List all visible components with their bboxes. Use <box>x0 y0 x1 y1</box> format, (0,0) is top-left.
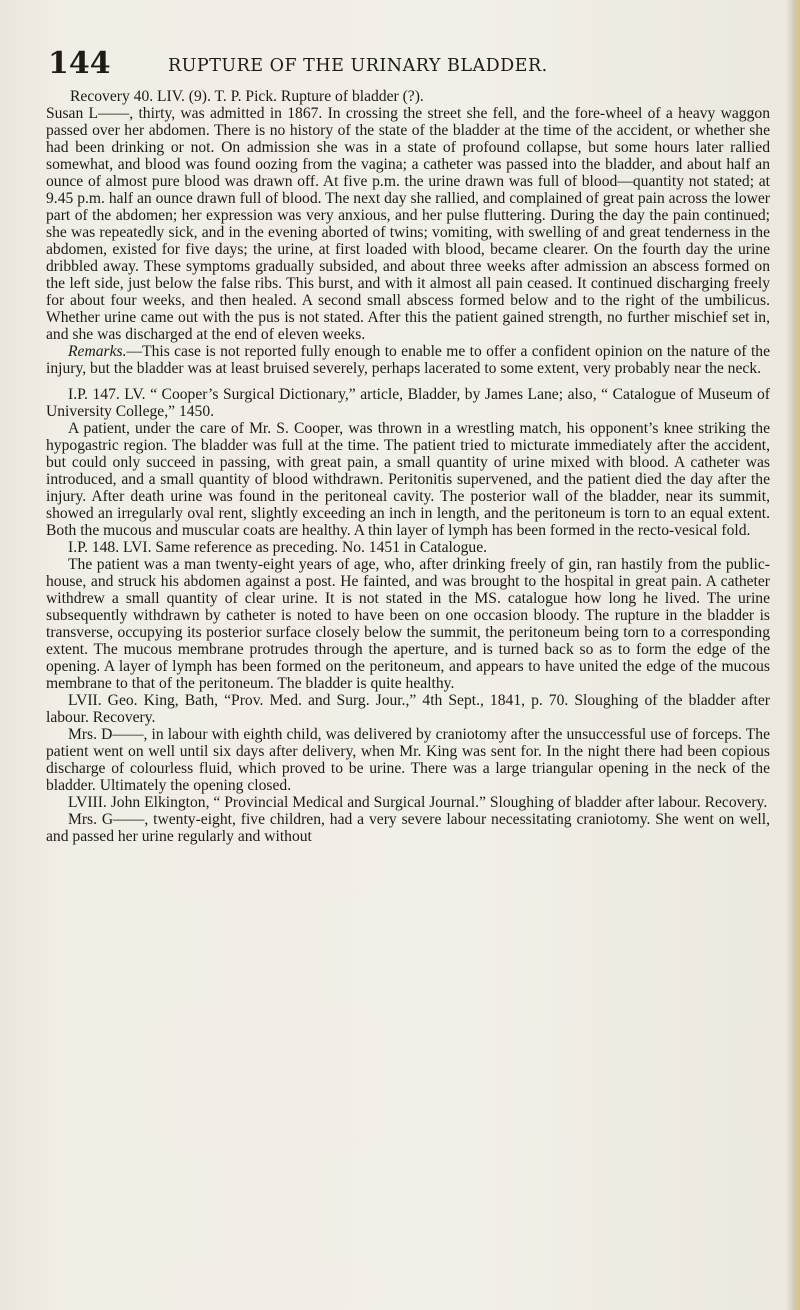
remarks-text: —This case is not reported fully enough to enable me to offer a confident opinion on the nature of the injury, but the bladder was at least bruised severely, perhaps lacerated to some extent, very probably near the neck. <box>46 343 770 377</box>
remarks-label: Remarks. <box>68 343 127 360</box>
case-lvii-heading: LVII. Geo. King, Bath, “Prov. Med. and Surg. Jour.,” 4th Sept., 1841, p. 70. Sloughing of the bladder after labour. Recovery. <box>46 692 770 726</box>
running-title: RUPTURE OF THE URINARY BLADDER. <box>168 56 548 76</box>
case-lv-paragraph: A patient, under the care of Mr. S. Cooper, was thrown in a wrestling match, his opponent’s knee striking the hypogastric region. The bladder was full at the time. The patient tried to micturate immediately after the accident, but could only succeed in passing, with great pain, a small quantity of urine mixed with blood. A catheter was introduced, and a small quantity of blood withdrawn. Peritonitis supervened, and the patient died the day after the injury. After death urine was found in the peritoneal cavity. The posterior wall of the bladder, near its summit, showed an irregularly oval rent, slightly exceeding an inch in length, and the peritoneum is torn to an equal extent. Both the mucous and muscular coats are healthy. A thin layer of lymph has been formed in the recto-vesical fold. <box>46 420 770 539</box>
page-header <box>48 46 768 86</box>
case-lviii-heading: LVIII. John Elkington, “ Provincial Medical and Surgical Journal.” Sloughing of bladder after labour. Recovery. <box>68 794 768 811</box>
case-lvii-paragraph: Mrs. D——, in labour with eighth child, was delivered by craniotomy after the unsuccessful use of forceps. The patient went on well until six days after delivery, when Mr. King was sent for. In the night there had been copious discharge of colourless fluid, which proved to be urine. There was a large triangular opening in the neck of the bladder. Ultimately the opening closed. <box>46 726 770 794</box>
case-lvi-heading: I.P. 148. LVI. Same reference as preceding. No. 1451 in Catalogue. <box>68 539 488 556</box>
case-lvi-paragraph: The patient was a man twenty-eight years of age, who, after drinking freely of gin, ran hastily from the public-house, and struck his abdomen against a post. He fainted, and was brought to the hospital in great pain. A catheter withdrew a small quantity of clear urine. It is not stated in the MS. catalogue how long he lived. The urine subsequently withdrawn by catheter is noted to have been on one occasion bloody. The rupture in the bladder is transverse, occupying its posterior surface closely below the summit, the peritoneum being torn to a corresponding extent. The mucous membrane protrudes through the aperture, and is turned back so as to form the edge of the opening. A layer of lymph has been formed on the peritoneum, and appears to have united the edge of the mucous membrane to that of the peritoneum. The bladder is quite healthy. <box>46 556 770 692</box>
case-liv-remarks <box>46 343 770 377</box>
case-liv-heading: Recovery 40. LIV. (9). T. P. Pick. Rupture of bladder (?). <box>70 88 424 105</box>
case-lviii-paragraph: Mrs. G——, twenty-eight, five children, had a very severe labour necessitating craniotomy. She went on well, and passed her urine regularly and without <box>46 811 770 845</box>
page-number: 144 <box>48 46 111 81</box>
case-lv-heading: I.P. 147. LV. “ Cooper’s Surgical Dictionary,” article, Bladder, by James Lane; also, “ Catalogue of Museum of University College,” 1450. <box>46 386 770 420</box>
page-body <box>46 88 770 845</box>
page-edge-shadow <box>786 0 800 1310</box>
case-liv-paragraph: Susan L——, thirty, was admitted in 1867. In crossing the street she fell, and the fore-wheel of a heavy waggon passed over her abdomen. There is no history of the state of the bladder at the time of the accident, or whether she had been drinking or not. On admission she was in a state of profound collapse, but some hours later rallied somewhat, and blood was found oozing from the vagina; a catheter was passed into the bladder, and about half an ounce of almost pure blood was drawn off. At five p.m. the urine drawn was full of blood—quantity not stated; at 9.45 p.m. half an ounce drawn full of blood. The next day she rallied, and complained of great pain across the lower part of the abdomen; her expression was very anxious, and her pulse fluttering. During the day the pain continued; she was repeatedly sick, and in the evening aborted of twins; vomiting, with swelling of and great tenderness in the abdomen, existed for five days; the urine, at first loaded with blood, became clearer. On the fourth day the urine dribbled away. These symptoms gradually subsided, and about three weeks after admission an abscess formed on the left side, just below the false ribs. This burst, and with it almost all pain ceased. It continued discharging freely for about four weeks, and then healed. A second small abscess formed below and to the right of the umbilicus. Whether urine came out with the pus is not stated. After this the patient gained strength, no further mischief set in, and she was discharged at the end of eleven weeks. <box>46 105 770 343</box>
